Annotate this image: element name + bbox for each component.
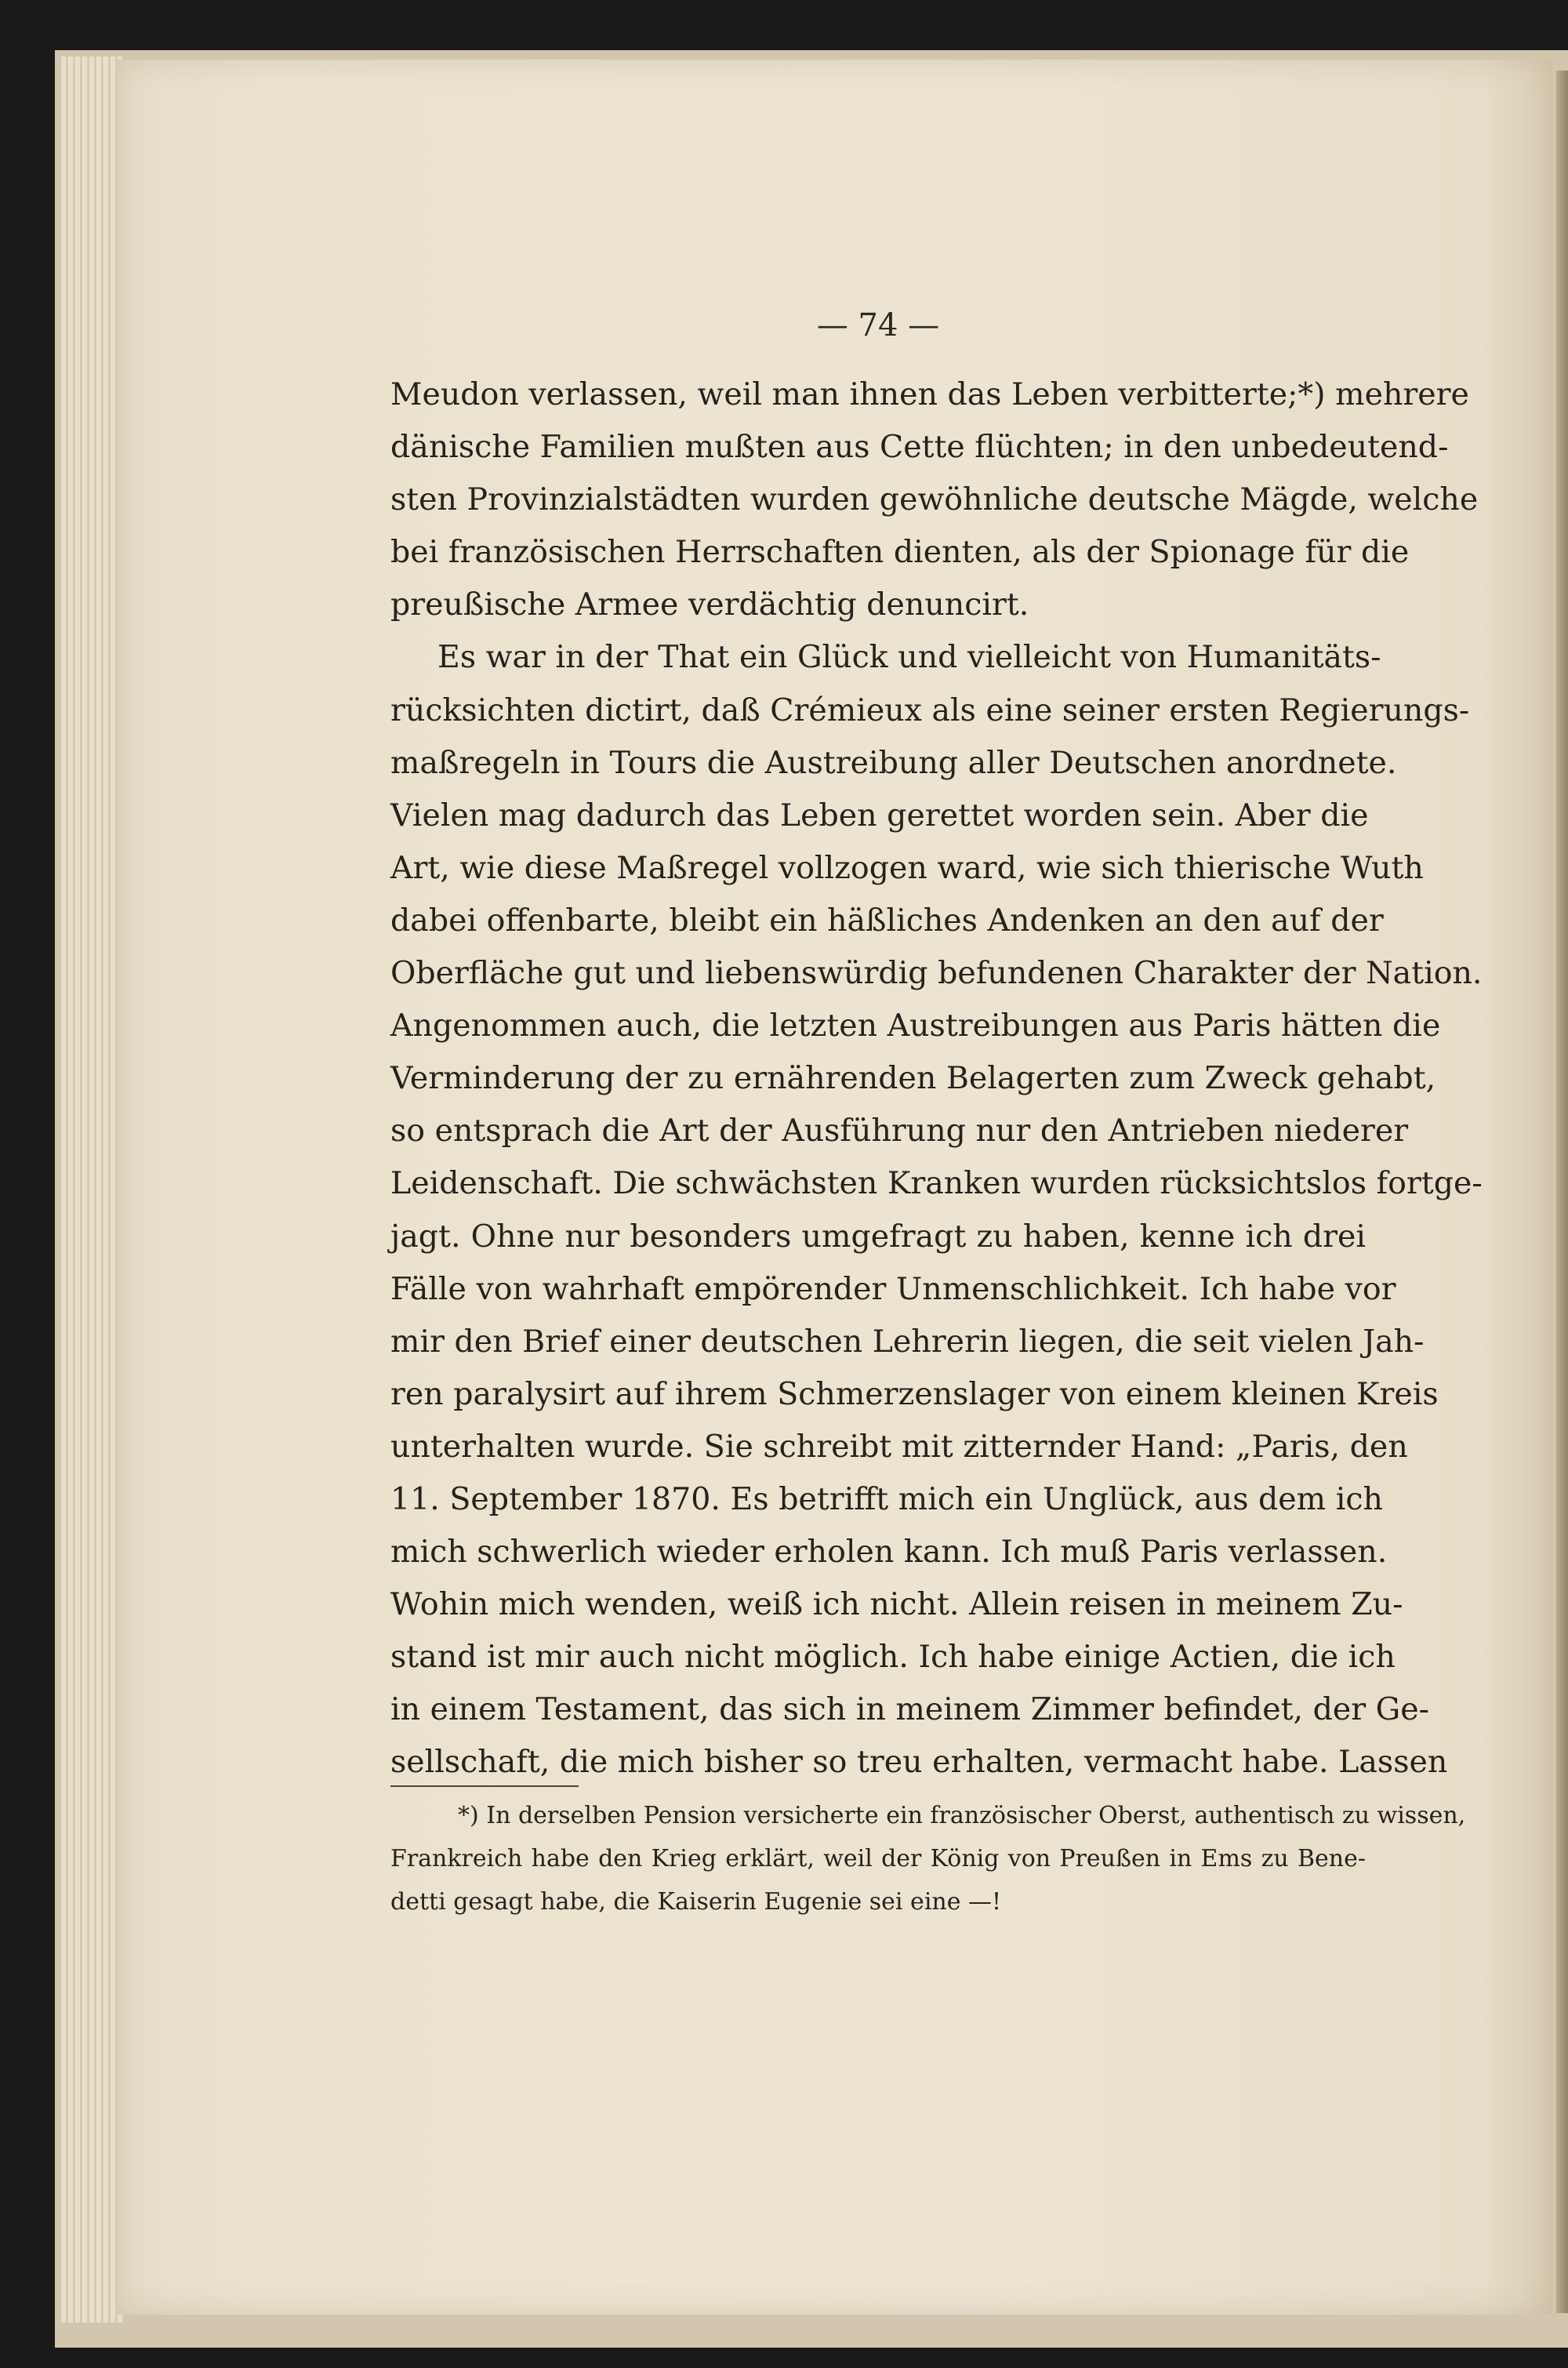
text-line: Es war in der That ein Glück und vielleicht von Humanitäts- — [437, 639, 1381, 676]
text-line: sellschaft, die mich bisher so treu erhalten, vermacht habe. Lassen — [390, 1744, 1448, 1781]
text-line: Fälle von wahrhaft empörender Unmenschlichkeit. Ich habe vor — [390, 1270, 1396, 1307]
text-line: jagt. Ohne nur besonders umgefragt zu haben, kenne ich drei — [390, 1218, 1366, 1255]
text-line: unterhalten wurde. Sie schreibt mit zitternder Hand: „Paris, den — [390, 1428, 1408, 1465]
page-number: — 74 — — [816, 307, 940, 343]
footnote-line: *) In derselben Pension versicherte ein französischer Oberst, authentisch zu wissen, — [458, 1802, 1466, 1829]
text-line: Leidenschaft. Die schwächsten Kranken wurden rücksichtslos fortge- — [390, 1165, 1483, 1202]
text-line: rücksichten dictirt, daß Crémieux als eine seiner ersten Regierungs- — [390, 692, 1470, 728]
main-text — [390, 369, 1483, 1789]
footnote-line: Frankreich habe den Krieg erklärt, weil der König von Preußen in Ems zu Bene- — [390, 1845, 1366, 1872]
text-line: bei französischen Herrschaften dienten, als der Spionage für die — [390, 534, 1410, 571]
text-line: dänische Familien mußten aus Cette flüchten; in den unbedeutend- — [390, 429, 1449, 466]
text-line: Meudon verlassen, weil man ihnen das Leben verbitterte;*) mehrere — [390, 376, 1469, 412]
next-page-edge — [1556, 71, 1568, 2313]
text-line: Vielen mag dadurch das Leben gerettet worden sein. Aber die — [390, 797, 1369, 834]
footnote — [390, 1794, 1466, 1923]
text-line: mich schwerlich wieder erholen kann. Ich muß Paris verlassen. — [390, 1534, 1388, 1571]
text-line: Oberfläche gut und liebenswürdig befundenen Charakter der Nation. — [390, 955, 1483, 992]
text-line: ren paralysirt auf ihrem Schmerzenslager von einem kleinen Kreis — [390, 1375, 1439, 1412]
text-line: stand ist mir auch nicht möglich. Ich habe einige Actien, die ich — [390, 1639, 1396, 1676]
text-line: Verminderung der zu ernährenden Belagerten zum Zweck gehabt, — [390, 1060, 1436, 1097]
text-line: preußische Armee verdächtig denuncirt. — [390, 587, 1029, 623]
text-line: in einem Testament, das sich in meinem Zimmer befindet, der Ge- — [390, 1691, 1429, 1728]
text-line: so entsprach die Art der Ausführung nur den Antrieben niederer — [390, 1113, 1409, 1149]
text-line: Wohin mich wenden, weiß ich nicht. Allein reisen in meinem Zu- — [390, 1586, 1403, 1623]
text-line: sten Provinzialstädten wurden gewöhnliche deutsche Mägde, welche — [390, 481, 1479, 518]
footnote-divider — [390, 1785, 579, 1787]
text-line: dabei offenbarte, bleibt ein häßliches Andenken an den auf der — [390, 902, 1384, 939]
text-line: mir den Brief einer deutschen Lehrerin liegen, die seit vielen Jah- — [390, 1323, 1425, 1360]
footnote-line: detti gesagt habe, die Kaiserin Eugenie sei eine —! — [390, 1888, 1002, 1916]
text-line: maßregeln in Tours die Austreibung aller Deutschen anordnete. — [390, 744, 1397, 781]
text-line: Angenommen auch, die letzten Austreibungen aus Paris hätten die — [390, 1008, 1441, 1044]
page-stack-edges — [61, 56, 124, 2323]
text-line: Art, wie diese Maßregel vollzogen ward, wie sich thierische Wuth — [390, 849, 1424, 886]
text-line: 11. September 1870. Es betrifft mich ein Unglück, aus dem ich — [390, 1480, 1383, 1517]
